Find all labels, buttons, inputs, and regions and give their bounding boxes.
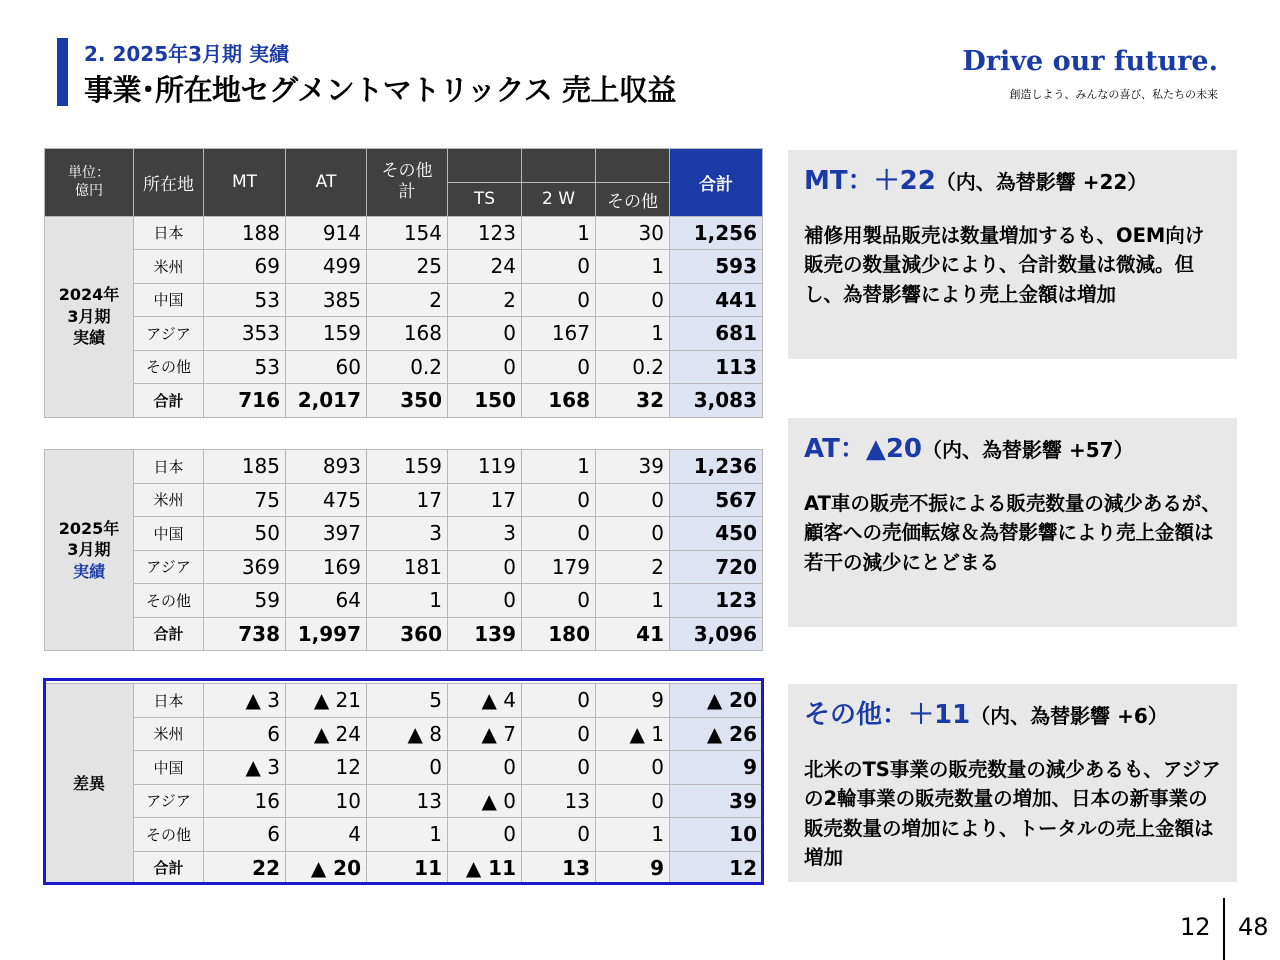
value-cell: 0 — [522, 751, 596, 785]
table-row — [45, 384, 763, 418]
value-cell: 53 — [204, 283, 286, 317]
location-cell: 米州 — [134, 250, 204, 284]
value-cell: 567 — [670, 483, 763, 517]
value-cell: 593 — [670, 250, 763, 284]
location-cell: その他 — [134, 818, 204, 852]
table-row — [45, 517, 763, 551]
at-header: AT — [286, 149, 367, 217]
value-cell: 738 — [204, 617, 286, 651]
value-cell: 0 — [596, 517, 670, 551]
table-row — [45, 216, 763, 250]
value-cell: 0 — [596, 784, 670, 818]
value-cell: 1 — [596, 317, 670, 351]
value-cell: ▲ 3 — [204, 751, 286, 785]
table-row — [45, 784, 763, 818]
value-cell: 353 — [204, 317, 286, 351]
location-cell: 合計 — [134, 851, 204, 885]
value-cell: 59 — [204, 584, 286, 618]
value-cell: 1,997 — [286, 617, 367, 651]
value-cell: 10 — [670, 818, 763, 852]
value-cell: ▲ 3 — [204, 684, 286, 718]
value-cell: 1 — [522, 450, 596, 484]
value-cell: 0 — [522, 717, 596, 751]
table-row — [45, 250, 763, 284]
value-cell: ▲ 20 — [286, 851, 367, 885]
table-row — [45, 550, 763, 584]
value-cell: 168 — [522, 384, 596, 418]
comment-at-head: AT：▲20（内、為替影響 +57） — [804, 434, 1134, 464]
unit-header: 単位： 億円 — [45, 149, 134, 217]
period-label — [45, 684, 134, 885]
value-cell: ▲ 26 — [670, 717, 763, 751]
value-cell: 369 — [204, 550, 286, 584]
value-cell: 17 — [448, 483, 522, 517]
page-title: 事業･所在地セグメントマトリックス 売上収益 — [84, 73, 676, 107]
value-cell: 1 — [596, 818, 670, 852]
value-cell: 0 — [596, 751, 670, 785]
value-cell: 0 — [448, 350, 522, 384]
value-cell: 9 — [596, 851, 670, 885]
sales-table-2024 — [44, 148, 763, 418]
section-subtitle: 2. 2025年3月期 実績 — [84, 42, 290, 66]
value-cell: 188 — [204, 216, 286, 250]
value-cell: 3,096 — [670, 617, 763, 651]
header-spacer — [448, 149, 522, 183]
value-cell: 450 — [670, 517, 763, 551]
value-cell: ▲ 4 — [448, 684, 522, 718]
value-cell: 0 — [522, 584, 596, 618]
value-cell: 39 — [596, 450, 670, 484]
table-row — [45, 684, 763, 718]
value-cell: 50 — [204, 517, 286, 551]
location-cell: アジア — [134, 550, 204, 584]
period-line: 差異 — [72, 774, 105, 794]
value-cell: ▲ 1 — [596, 717, 670, 751]
value-cell: 32 — [596, 384, 670, 418]
location-cell: 米州 — [134, 483, 204, 517]
location-cell: その他 — [134, 350, 204, 384]
value-cell: 168 — [367, 317, 448, 351]
value-cell: 475 — [286, 483, 367, 517]
location-cell: アジア — [134, 317, 204, 351]
value-cell: 499 — [286, 250, 367, 284]
value-cell: 150 — [448, 384, 522, 418]
value-cell: 25 — [367, 250, 448, 284]
location-cell: 合計 — [134, 617, 204, 651]
table-row — [45, 584, 763, 618]
value-cell: 914 — [286, 216, 367, 250]
period-line: 3月期 — [67, 306, 111, 326]
table-row — [45, 717, 763, 751]
value-cell: 17 — [367, 483, 448, 517]
value-cell: 13 — [522, 851, 596, 885]
header-spacer — [522, 149, 596, 183]
value-cell: 0 — [522, 483, 596, 517]
table-row — [45, 483, 763, 517]
value-cell: 0 — [522, 818, 596, 852]
period-line: 2024年 — [58, 285, 120, 305]
value-cell: 0 — [522, 283, 596, 317]
page-current: 12 — [1180, 913, 1211, 941]
value-cell: 13 — [522, 784, 596, 818]
location-cell: アジア — [134, 784, 204, 818]
value-cell: 2 — [448, 283, 522, 317]
value-cell: 22 — [204, 851, 286, 885]
value-cell: 64 — [286, 584, 367, 618]
value-cell: 69 — [204, 250, 286, 284]
comment-at-body: AT車の販売不振による販売数量の減少あるが、顧客への売価転嫁＆為替影響により売上金額は若干の減少にとどまる — [804, 492, 1221, 574]
value-cell: 3 — [367, 517, 448, 551]
total-header: 合計 — [670, 149, 763, 217]
value-cell: 169 — [286, 550, 367, 584]
brand-slogan: Drive our future. — [962, 46, 1218, 77]
value-cell: 720 — [670, 550, 763, 584]
value-cell: 3,083 — [670, 384, 763, 418]
location-cell: その他 — [134, 584, 204, 618]
2w-header: 2 W — [522, 183, 596, 217]
sales-table-2025 — [44, 449, 763, 651]
value-cell: 0 — [522, 684, 596, 718]
value-cell: 123 — [670, 584, 763, 618]
title-accent-bar — [57, 38, 68, 106]
value-cell: 0 — [448, 751, 522, 785]
value-cell: 9 — [596, 684, 670, 718]
page-separator — [1223, 898, 1225, 960]
value-cell: 0 — [448, 818, 522, 852]
comment-mt-body: 補修用製品販売は数量増加するも、OEM向け販売の数量減少により、合計数量は微減。但し、為替影響により売上金額は増加 — [804, 224, 1205, 306]
value-cell: 0 — [522, 350, 596, 384]
period-line: 2025年 — [58, 518, 120, 538]
value-cell: 60 — [286, 350, 367, 384]
value-cell: 113 — [670, 350, 763, 384]
value-cell: 0.2 — [596, 350, 670, 384]
period-line: 実績 — [72, 561, 105, 581]
value-cell: ▲ 20 — [670, 684, 763, 718]
value-cell: 11 — [367, 851, 448, 885]
value-cell: 0 — [448, 550, 522, 584]
table-row — [45, 450, 763, 484]
period-line: 実績 — [72, 328, 105, 348]
value-cell: 0 — [596, 283, 670, 317]
table-row — [45, 617, 763, 651]
location-cell: 中国 — [134, 517, 204, 551]
value-cell: 53 — [204, 350, 286, 384]
value-cell: 385 — [286, 283, 367, 317]
value-cell: 167 — [522, 317, 596, 351]
location-header: 所在地 — [134, 149, 204, 217]
value-cell: 185 — [204, 450, 286, 484]
value-cell: 1 — [522, 216, 596, 250]
value-cell: 12 — [670, 851, 763, 885]
location-cell: 日本 — [134, 450, 204, 484]
value-cell: 441 — [670, 283, 763, 317]
table-row — [45, 751, 763, 785]
mt-header: MT — [204, 149, 286, 217]
table-row — [45, 283, 763, 317]
value-cell: ▲ 21 — [286, 684, 367, 718]
value-cell: 0 — [596, 483, 670, 517]
value-cell: 6 — [204, 717, 286, 751]
comment-mt-head: MT：＋22（内、為替影響 +22） — [804, 166, 1148, 196]
value-cell: ▲ 11 — [448, 851, 522, 885]
value-cell: ▲ 8 — [367, 717, 448, 751]
value-cell: 0 — [522, 517, 596, 551]
value-cell: 360 — [367, 617, 448, 651]
period-label — [45, 450, 134, 651]
table-row — [45, 818, 763, 852]
value-cell: 716 — [204, 384, 286, 418]
location-cell: 日本 — [134, 216, 204, 250]
header-spacer — [596, 149, 670, 183]
value-cell: 180 — [522, 617, 596, 651]
value-cell: 1 — [596, 250, 670, 284]
other-total-header: その他 計 — [367, 149, 448, 217]
value-cell: 0 — [367, 751, 448, 785]
value-cell: 681 — [670, 317, 763, 351]
sales-table-difference — [44, 683, 763, 885]
value-cell: ▲ 0 — [448, 784, 522, 818]
value-cell: 1 — [596, 584, 670, 618]
page-total: 48 — [1238, 913, 1269, 941]
value-cell: 179 — [522, 550, 596, 584]
value-cell: 75 — [204, 483, 286, 517]
location-cell: 日本 — [134, 684, 204, 718]
other-header: その他 — [596, 183, 670, 217]
value-cell: 41 — [596, 617, 670, 651]
comment-other-head: その他：＋11（内、為替影響 +6） — [804, 700, 1168, 730]
value-cell: 350 — [367, 384, 448, 418]
value-cell: 397 — [286, 517, 367, 551]
brand-slogan-sub: 創造しよう、みんなの喜び、私たちの未来 — [1009, 88, 1218, 101]
value-cell: ▲ 24 — [286, 717, 367, 751]
period-label — [45, 216, 134, 417]
value-cell: 154 — [367, 216, 448, 250]
value-cell: 159 — [286, 317, 367, 351]
value-cell: 123 — [448, 216, 522, 250]
location-cell: 中国 — [134, 751, 204, 785]
value-cell: 139 — [448, 617, 522, 651]
table-row — [45, 350, 763, 384]
value-cell: 1 — [367, 818, 448, 852]
location-cell: 中国 — [134, 283, 204, 317]
value-cell: 2 — [367, 283, 448, 317]
value-cell: 893 — [286, 450, 367, 484]
value-cell: 0 — [448, 317, 522, 351]
value-cell: 1 — [367, 584, 448, 618]
comment-at — [788, 418, 1237, 627]
value-cell: 30 — [596, 216, 670, 250]
comment-other — [788, 684, 1237, 882]
value-cell: 6 — [204, 818, 286, 852]
value-cell: 10 — [286, 784, 367, 818]
value-cell: 0.2 — [367, 350, 448, 384]
value-cell: 2,017 — [286, 384, 367, 418]
value-cell: 159 — [367, 450, 448, 484]
value-cell: 0 — [448, 584, 522, 618]
value-cell: 13 — [367, 784, 448, 818]
value-cell: 3 — [448, 517, 522, 551]
value-cell: 181 — [367, 550, 448, 584]
value-cell: 2 — [596, 550, 670, 584]
value-cell: ▲ 7 — [448, 717, 522, 751]
value-cell: 119 — [448, 450, 522, 484]
location-cell: 合計 — [134, 384, 204, 418]
period-line: 3月期 — [67, 540, 111, 560]
value-cell: 4 — [286, 818, 367, 852]
value-cell: 0 — [522, 250, 596, 284]
value-cell: 1,256 — [670, 216, 763, 250]
value-cell: 24 — [448, 250, 522, 284]
table-row — [45, 317, 763, 351]
table-row — [45, 851, 763, 885]
comment-other-body: 北米のTS事業の販売数量の減少あるも、アジアの2輪事業の販売数量の増加、日本の新事業の販売数量の増加により、トータルの売上金額は増加 — [804, 758, 1221, 869]
value-cell: 5 — [367, 684, 448, 718]
value-cell: 9 — [670, 751, 763, 785]
ts-header: TS — [448, 183, 522, 217]
value-cell: 16 — [204, 784, 286, 818]
location-cell: 米州 — [134, 717, 204, 751]
value-cell: 39 — [670, 784, 763, 818]
comment-mt — [788, 150, 1237, 359]
value-cell: 1,236 — [670, 450, 763, 484]
value-cell: 12 — [286, 751, 367, 785]
